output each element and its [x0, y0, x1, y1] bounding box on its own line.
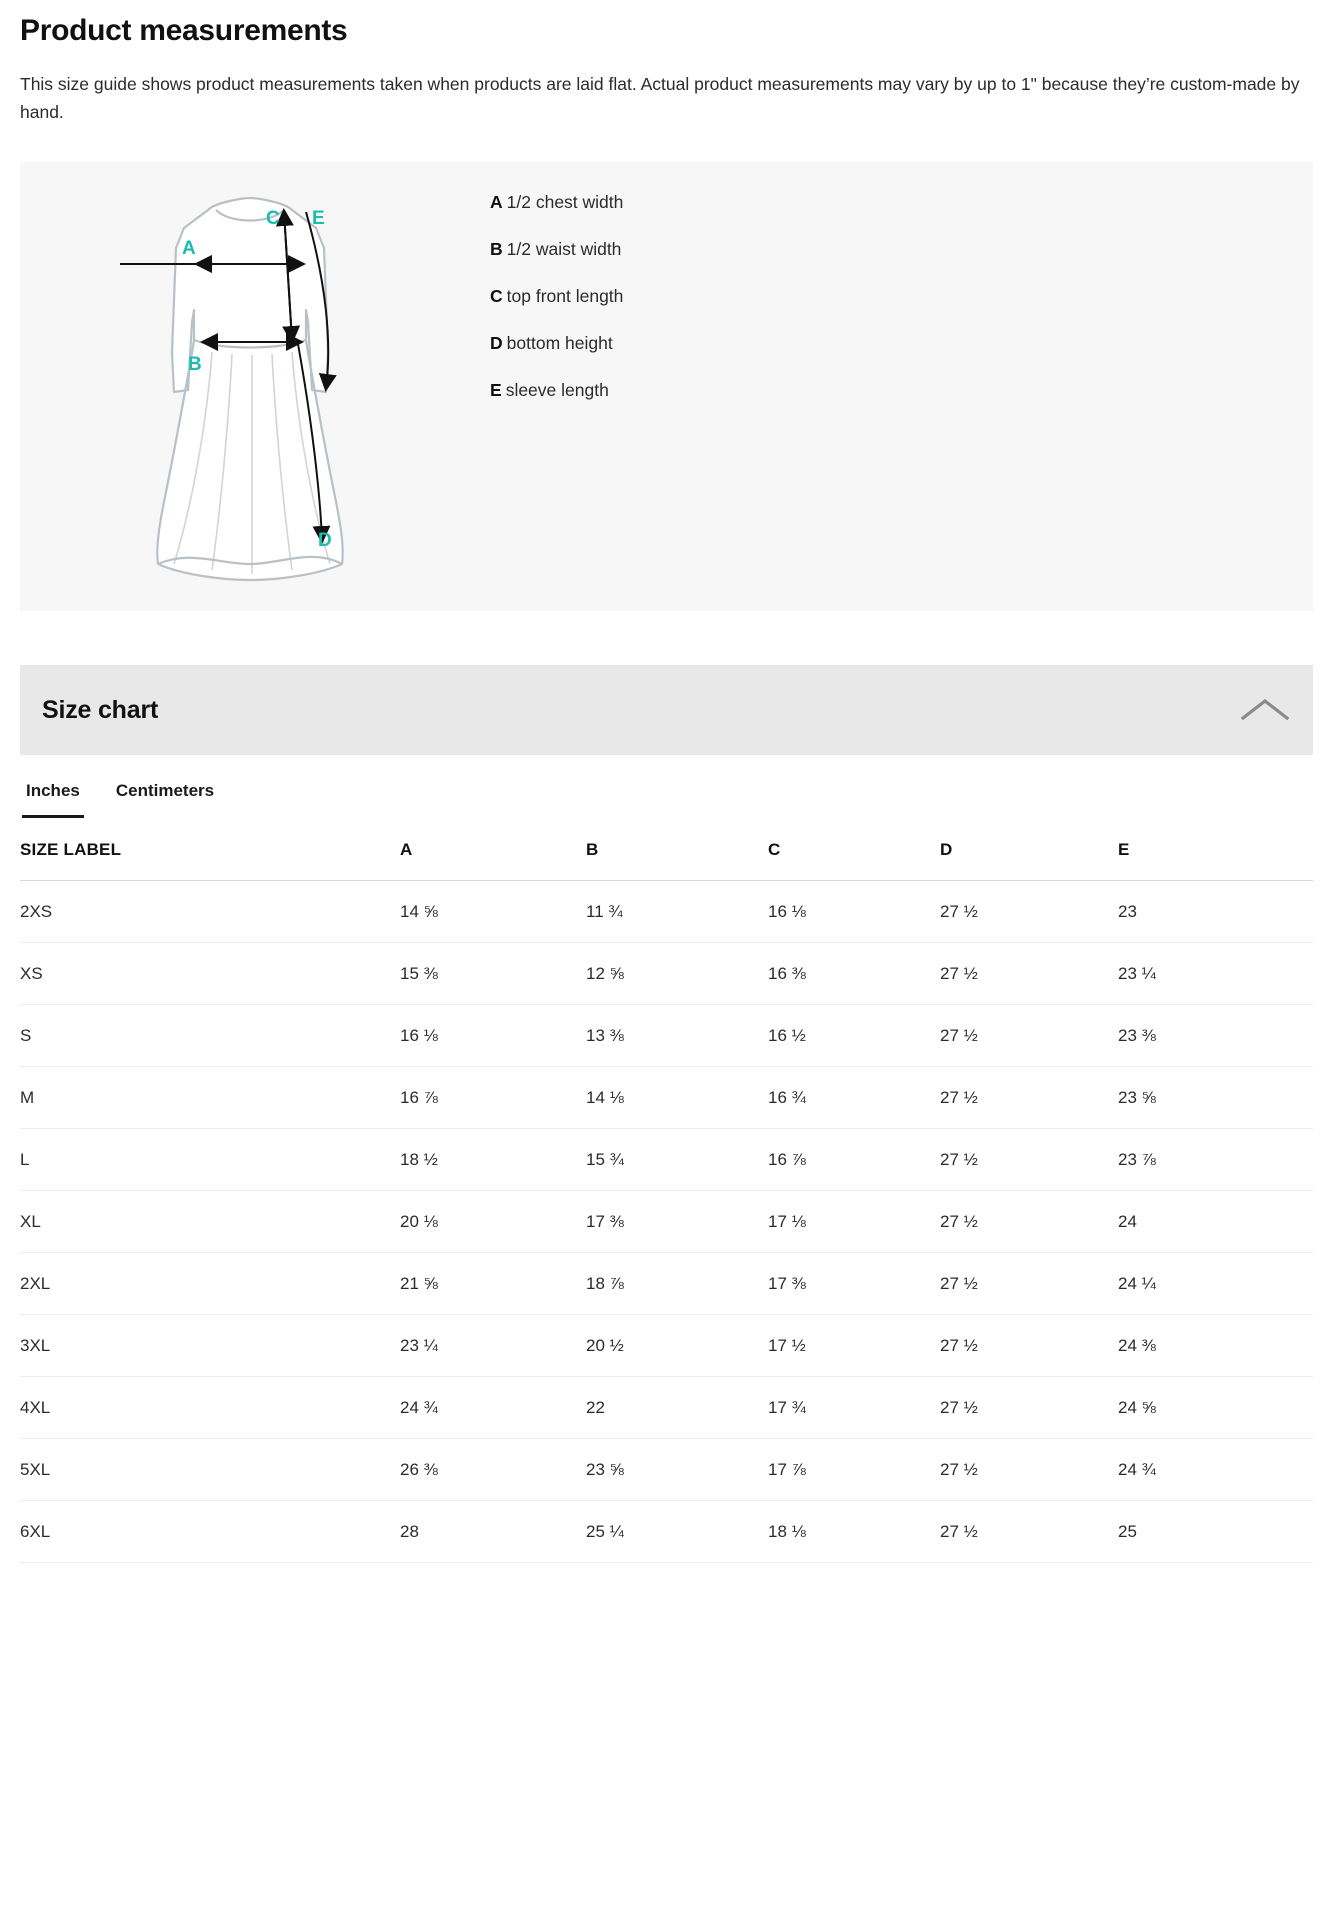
chevron-up-icon[interactable]: [1239, 694, 1291, 726]
cell-e: 24: [1118, 1191, 1313, 1253]
cell-e: 24 ⅝: [1118, 1377, 1313, 1439]
cell-c: 16 ⅛: [768, 881, 940, 943]
table-row: [20, 1067, 1313, 1129]
cell-size-label: 2XL: [20, 1253, 400, 1315]
table-row: [20, 1315, 1313, 1377]
cell-d: 27 ½: [940, 1439, 1118, 1501]
cell-b: 18 ⅞: [586, 1253, 768, 1315]
legend-text: bottom height: [506, 333, 613, 353]
legend-text: sleeve length: [505, 380, 609, 400]
size-chart-title: Size chart: [42, 695, 159, 724]
cell-e: 23 ⅞: [1118, 1129, 1313, 1191]
legend-item: [490, 192, 623, 213]
legend-key: C: [490, 286, 503, 306]
cell-size-label: L: [20, 1129, 400, 1191]
legend-text: 1/2 chest width: [506, 192, 624, 212]
cell-c: 17 ½: [768, 1315, 940, 1377]
cell-a: 21 ⅝: [400, 1253, 586, 1315]
table-row: [20, 1191, 1313, 1253]
legend-key: D: [490, 333, 503, 353]
table-row: [20, 1501, 1313, 1563]
cell-a: 20 ⅛: [400, 1191, 586, 1253]
page-title: Product measurements: [20, 14, 348, 47]
cell-c: 16 ⅞: [768, 1129, 940, 1191]
cell-size-label: M: [20, 1067, 400, 1129]
legend-text: top front length: [506, 286, 624, 306]
cell-d: 27 ½: [940, 1005, 1118, 1067]
legend-item: [490, 333, 623, 354]
tab-inches[interactable]: Inches: [22, 775, 84, 818]
table-row: [20, 1439, 1313, 1501]
table-row: [20, 881, 1313, 943]
cell-b: 12 ⅝: [586, 943, 768, 1005]
cell-size-label: 6XL: [20, 1501, 400, 1563]
cell-size-label: 5XL: [20, 1439, 400, 1501]
cell-c: 18 ⅛: [768, 1501, 940, 1563]
cell-size-label: XS: [20, 943, 400, 1005]
svg-text:B: B: [188, 354, 202, 375]
cell-d: 27 ½: [940, 1191, 1118, 1253]
column-header-a: A: [400, 818, 586, 881]
legend-text: 1/2 waist width: [506, 239, 622, 259]
column-header-size-label: SIZE LABEL: [20, 818, 400, 881]
svg-text:C: C: [266, 208, 280, 229]
cell-e: 24 ¾: [1118, 1439, 1313, 1501]
cell-d: 27 ½: [940, 1129, 1118, 1191]
tab-centimeters[interactable]: Centimeters: [115, 781, 215, 800]
cell-a: 14 ⅝: [400, 881, 586, 943]
cell-d: 27 ½: [940, 1067, 1118, 1129]
cell-b: 14 ⅛: [586, 1067, 768, 1129]
cell-a: 16 ⅞: [400, 1067, 586, 1129]
legend-item: [490, 239, 623, 260]
cell-c: 17 ¾: [768, 1377, 940, 1439]
cell-d: 27 ½: [940, 1253, 1118, 1315]
cell-b: 11 ¾: [586, 881, 768, 943]
cell-size-label: XL: [20, 1191, 400, 1253]
cell-d: 27 ½: [940, 1501, 1118, 1563]
table-row: [20, 1005, 1313, 1067]
cell-a: 15 ⅜: [400, 943, 586, 1005]
cell-size-label: 2XS: [20, 881, 400, 943]
cell-size-label: S: [20, 1005, 400, 1067]
column-header-b: B: [586, 818, 768, 881]
cell-b: 25 ¼: [586, 1501, 768, 1563]
cell-c: 16 ¾: [768, 1067, 940, 1129]
cell-e: 25: [1118, 1501, 1313, 1563]
cell-e: 23 ⅜: [1118, 1005, 1313, 1067]
cell-a: 28: [400, 1501, 586, 1563]
cell-c: 16 ⅜: [768, 943, 940, 1005]
dress-measurement-diagram: [20, 162, 480, 592]
cell-a: 18 ½: [400, 1129, 586, 1191]
cell-b: 17 ⅜: [586, 1191, 768, 1253]
cell-d: 27 ½: [940, 943, 1118, 1005]
cell-d: 27 ½: [940, 1315, 1118, 1377]
legend-item: [490, 380, 623, 401]
measurement-legend: [480, 162, 623, 427]
table-row: [20, 943, 1313, 1005]
cell-b: 20 ½: [586, 1315, 768, 1377]
measurement-diagram-panel: [20, 162, 1313, 611]
column-header-d: D: [940, 818, 1118, 881]
cell-d: 27 ½: [940, 1377, 1118, 1439]
intro-text: This size guide shows product measurements taken when products are laid flat. Actual product measurements may vary by up to 1" because they’re custom-made by hand.: [20, 74, 1300, 122]
cell-e: 23 ¼: [1118, 943, 1313, 1005]
cell-d: 27 ½: [940, 881, 1118, 943]
size-chart-table: [20, 818, 1313, 1563]
cell-e: 23 ⅝: [1118, 1067, 1313, 1129]
cell-a: 24 ¾: [400, 1377, 586, 1439]
cell-size-label: 4XL: [20, 1377, 400, 1439]
table-row: [20, 1377, 1313, 1439]
table-header-row: [20, 818, 1313, 881]
cell-c: 17 ⅛: [768, 1191, 940, 1253]
cell-a: 26 ⅜: [400, 1439, 586, 1501]
legend-item: [490, 286, 623, 307]
legend-key: E: [490, 380, 502, 400]
cell-c: 16 ½: [768, 1005, 940, 1067]
legend-key: B: [490, 239, 503, 259]
cell-b: 22: [586, 1377, 768, 1439]
svg-text:A: A: [182, 238, 196, 259]
cell-a: 23 ¼: [400, 1315, 586, 1377]
column-header-c: C: [768, 818, 940, 881]
cell-b: 13 ⅜: [586, 1005, 768, 1067]
bottom-spacer: [20, 1563, 1313, 1623]
cell-size-label: 3XL: [20, 1315, 400, 1377]
table-row: [20, 1253, 1313, 1315]
svg-text:D: D: [318, 530, 332, 551]
unit-tabs[interactable]: [20, 775, 1313, 818]
legend-key: A: [490, 192, 503, 212]
column-header-e: E: [1118, 818, 1313, 881]
table-row: [20, 1129, 1313, 1191]
cell-e: 24 ⅜: [1118, 1315, 1313, 1377]
cell-b: 23 ⅝: [586, 1439, 768, 1501]
cell-c: 17 ⅞: [768, 1439, 940, 1501]
cell-e: 24 ¼: [1118, 1253, 1313, 1315]
svg-text:E: E: [312, 208, 325, 229]
cell-e: 23: [1118, 881, 1313, 943]
cell-c: 17 ⅜: [768, 1253, 940, 1315]
size-chart-accordion-header[interactable]: [20, 665, 1313, 755]
cell-a: 16 ⅛: [400, 1005, 586, 1067]
cell-b: 15 ¾: [586, 1129, 768, 1191]
